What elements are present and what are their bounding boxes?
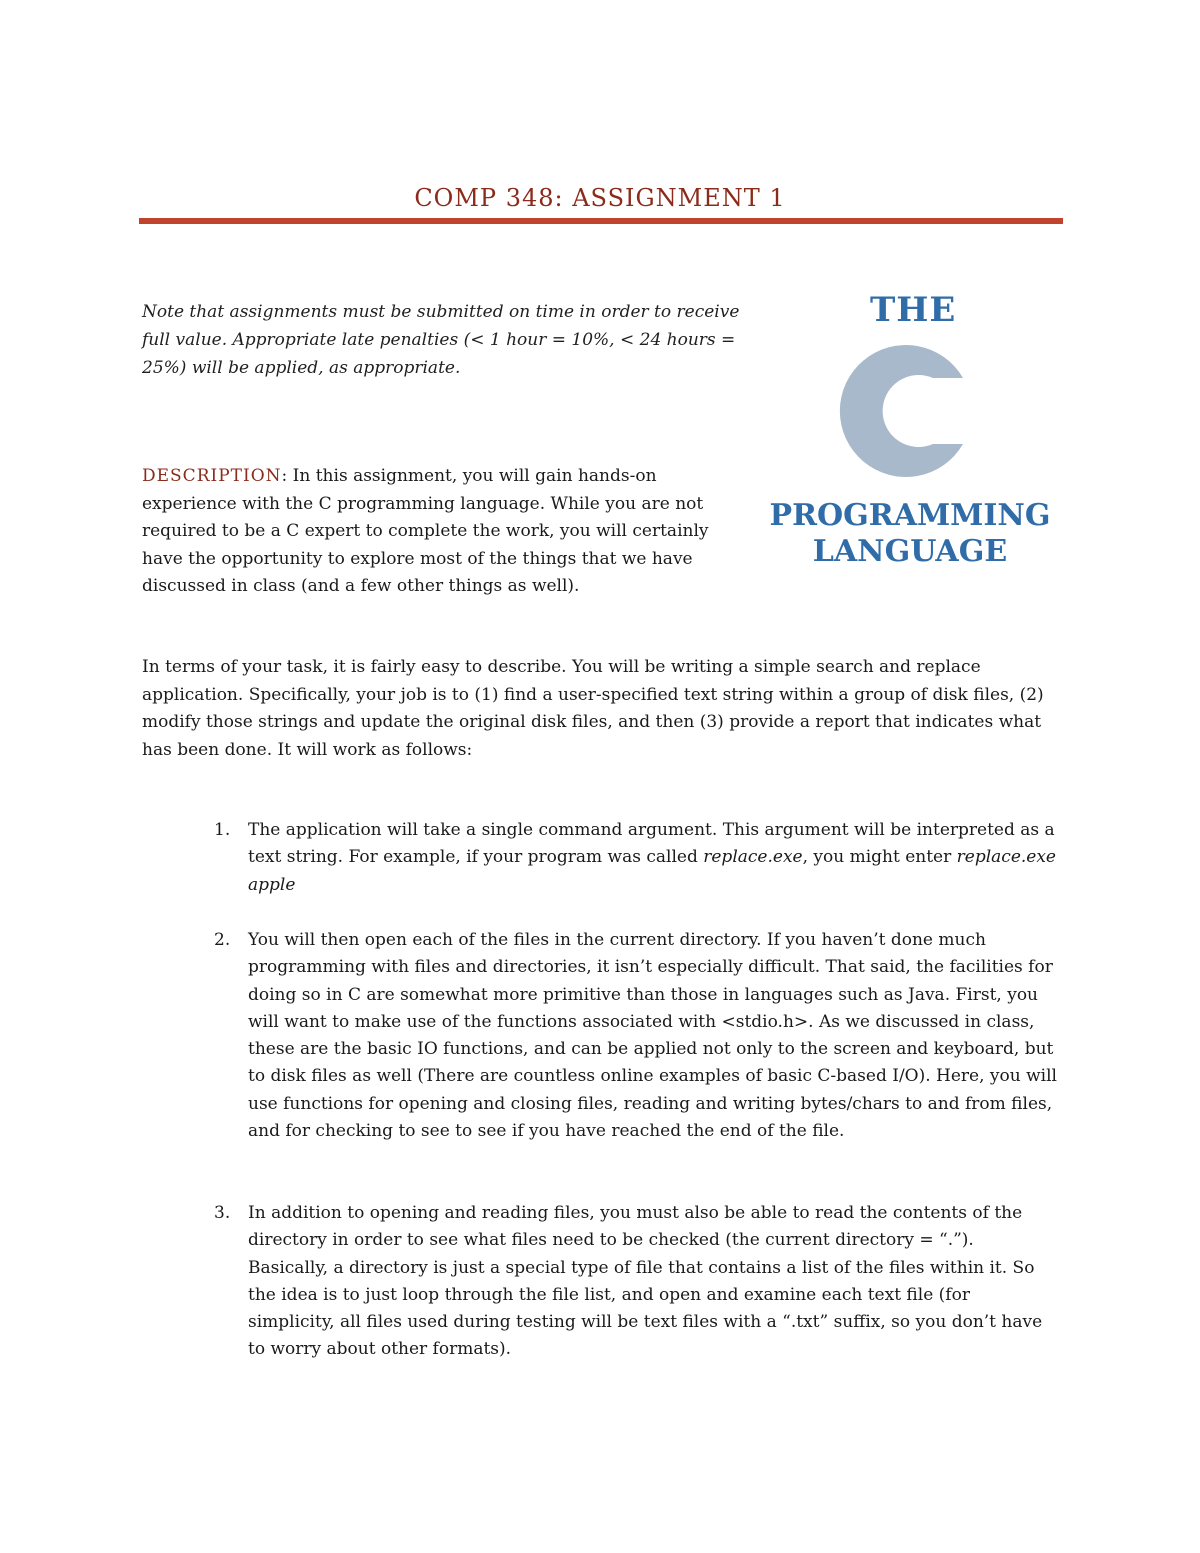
- description-text: In this assignment, you will gain hands-on experience with the C programming language. While you are not required to be a C expert to complete the work, you will certainly have the opportunity to explore most of the things that we have discussed in class (and a few other things as well).: [142, 466, 709, 596]
- list-number: 2.: [214, 930, 231, 950]
- step1-text-before: The application will take a single command argument. This argument will be interpreted as a text string. For example, if your program was called: [248, 820, 1055, 868]
- step1-text-middle: , you might enter: [802, 847, 957, 868]
- logo-language-text: [760, 498, 1060, 570]
- description-label: DESCRIPTION: [142, 466, 282, 486]
- late-penalty-note: Note that assignments must be submitted on time in order to receive full value. Appropriate late penalties (< 1 hour = 10%, < 24 hours = 25%) will be applied, as appropriate.: [142, 302, 740, 378]
- list-number: 3.: [214, 1203, 231, 1223]
- title-rule: [139, 218, 1063, 224]
- page-title: COMP 348: ASSIGNMENT 1: [414, 184, 786, 212]
- description-paragraph: [142, 463, 742, 601]
- description-separator: :: [281, 466, 288, 486]
- list-item-text: You will then open each of the files in the current directory. If you haven’t done much programming with files and directories, it isn’t especially difficult. That said, the facilities for doing so in C are somewhat more primitive than those in languages such as Java. First, you will want to make use of the functions associated with <stdio.h>. As we discussed in class, these are the basic IO functions, and can be applied not only to the screen and keyboard, but to disk files as well (There are countless online examples of basic C-based I/O). Here, you will use functions for opening and closing files, reading and writing bytes/chars to and from files, and for checking to see to see if you have reached the end of the file.: [248, 930, 1057, 1142]
- list-number: 1.: [214, 820, 231, 840]
- task-paragraph: In terms of your task, it is fairly easy to describe. You will be writing a simple search and replace application. Specifically, your job is to (1) find a user-specified text string within a group of disk files, (2) modify those strings and update the original disk files, and then (3) provide a report that indicates what has been done. It will work as follows:: [142, 657, 1044, 760]
- logo-the-text: THE: [870, 290, 957, 330]
- step1-program-name: replace.exe: [703, 847, 803, 868]
- c-language-logo: [760, 290, 1060, 580]
- list-item-text: [248, 817, 1058, 899]
- logo-programming-text: PROGRAMMING: [769, 498, 1051, 533]
- c-letter-icon: [832, 336, 982, 486]
- list-item-text: In addition to opening and reading files, you must also be able to read the contents of the directory in order to see what files need to be checked (the current directory = “.”). Basically, a directory is just a special type of file that contains a list of the files within it. So the idea is to just loop through the file list, and open and examine each text file (for simplicity, all files used during testing will be text files with a “.txt” suffix, so you don’t have to worry about other formats).: [248, 1203, 1043, 1360]
- step1-example-command: replace.exe apple: [248, 847, 1056, 895]
- logo-language-word: LANGUAGE: [812, 534, 1008, 569]
